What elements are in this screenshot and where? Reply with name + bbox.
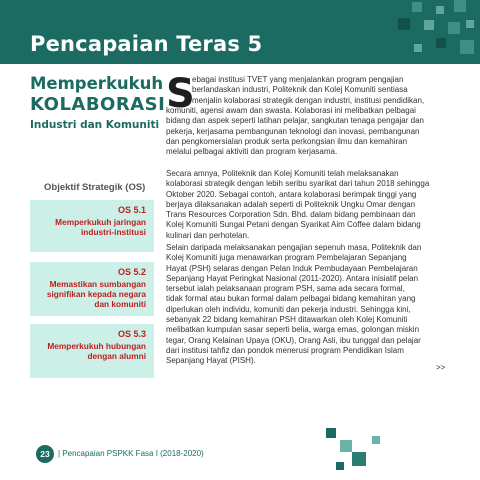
objective-box-os52	[30, 262, 154, 316]
drop-cap: S	[166, 71, 195, 117]
text-line: kolaborasi strategik dengan lebih seribu syarikat dari tahun 2018 sehingga	[166, 179, 430, 189]
section-heading-line1: Memperkukuh	[30, 74, 164, 93]
footer-caption: | Pencapaian PSPKK Fasa I (2018-2020)	[58, 449, 204, 458]
decorative-pixel	[352, 452, 366, 466]
objective-text-line: Memastikan sumbangan	[49, 279, 146, 289]
text-line: Hayat (PSH) selaras dengan Pelan Induk Pembudayaan Pembelajaran	[166, 263, 418, 273]
text-line: tegar, Orang Kelainan Upaya (OKU), Orang Asli, ibu tunggal dan pelajar	[166, 335, 421, 345]
decorative-pixel	[414, 44, 422, 52]
text-line: kulinari dan perhotelan.	[166, 230, 250, 240]
objective-code: OS 5.3	[117, 329, 146, 339]
paragraph-1-intro	[192, 75, 447, 106]
text-line: bidang dan aspek seperti latihan pelajar, sangkutan tenaga pengajar dan	[166, 116, 424, 126]
text-line: melalui pelbagai aktiviti dan program kerjasama.	[166, 147, 338, 157]
text-line: sebanyak 22 bidang kemahiran PSH ditawarkan oleh Kolej Komuniti	[166, 315, 408, 325]
decorative-pixel	[454, 0, 466, 12]
text-line: tidak formal atau bukan formal dalam pelbagai bidang kemahiran yang	[166, 294, 416, 304]
decorative-pixel	[436, 6, 444, 14]
decorative-pixel	[460, 40, 474, 54]
decorative-pixel	[412, 2, 422, 12]
decorative-pixel	[336, 462, 344, 470]
objective-text-line: signifikan kepada negara	[46, 289, 146, 299]
text-line: ebagai institusi TVET yang menjalankan program pengajian	[192, 75, 404, 84]
objective-code: OS 5.1	[117, 205, 146, 215]
text-line: dari institusi tahfiz dan pondok menerusi program Pendidikan Islam	[166, 345, 404, 355]
objective-label: Objektif Strategik (OS)	[44, 182, 146, 193]
decorative-pixel	[340, 440, 352, 452]
page-title: Pencapaian Teras 5	[30, 32, 263, 56]
text-line: pekerja, kerjasama pembangunan teknologi dan inovasi, pembangunan	[166, 126, 420, 136]
decorative-pixel	[448, 22, 460, 34]
text-line: Trans Resources Corporation Sdn. Bhd. dalam bidang pembinaan dan	[166, 210, 416, 220]
text-line: Kolej Komuniti Sungai Petani dengan Syarikat Aim Coffee dalam bidang	[166, 220, 421, 230]
page-number: 23	[36, 445, 54, 463]
decorative-pixel	[466, 20, 474, 28]
header-banner	[0, 0, 480, 64]
text-line: dan pengkomersialan produk serta perkongsian ilmu dan kemahiran	[166, 136, 408, 146]
decorative-pixel	[398, 18, 410, 30]
objective-text-line: dengan alumni	[87, 351, 146, 361]
text-line: Secara amnya, Politeknik dan Kolej Komuniti telah melaksanakan	[166, 169, 399, 178]
text-line: diperlukan oleh individu, komuniti dan pekerja industri. Sehingga kini,	[166, 304, 411, 314]
objective-text-line: Memperkukuh jaringan	[55, 217, 146, 227]
text-line: Oktober 2020. Sebagai contoh, antara kolaborasi berimpak tinggi yang	[166, 189, 417, 199]
paragraph-2	[166, 169, 447, 241]
text-line: berjaya dilaksanakan adalah seperti di Politeknik Ungku Omar dengan	[166, 199, 416, 209]
objective-code: OS 5.2	[117, 267, 146, 277]
text-line: melibatkan kumpulan sasar seperti belia, warga emas, golongan miskin	[166, 325, 420, 335]
continue-arrows: >>	[436, 363, 446, 372]
objective-box-os53	[30, 324, 154, 378]
paragraph-1-rest	[166, 106, 447, 157]
decorative-pixel	[436, 38, 446, 48]
decorative-pixel	[424, 20, 434, 30]
objective-text-line: industri-institusi	[81, 227, 146, 237]
text-line: Sepanjang Hayat (PISH).	[166, 356, 256, 366]
paragraph-3	[166, 243, 447, 367]
text-line: Kolej Komuniti juga menawarkan program Pembelajaran Sepanjang	[166, 253, 407, 263]
objective-box-os51	[30, 200, 154, 252]
decorative-pixel	[372, 436, 380, 444]
section-heading-line2: KOLABORASI	[30, 94, 166, 115]
text-line: berlandaskan industri, Politeknik dan Kolej Komuniti sentiasa	[192, 85, 408, 95]
text-line: Selain daripada melaksanakan pengajian sepenuh masa, Politeknik dan	[166, 243, 422, 252]
text-line: tersebut ialah pelaksanaan program PSH, sama ada secara formal,	[166, 284, 405, 294]
section-subheading: Industri dan Komuniti	[30, 119, 160, 131]
objective-text-line: dan komuniti	[94, 299, 146, 309]
objective-text-line: Memperkukuh hubungan	[47, 341, 146, 351]
decorative-pixel	[326, 428, 336, 438]
text-line: menjalin kolaborasi strategik dengan industri, institusi pendidikan,	[192, 95, 425, 105]
text-line: Sepanjang Hayat Peringkat Nasional (2011-2020). Antara inisiatif pelan	[166, 273, 419, 283]
text-line: komuniti, agensi awam dan swasta. Kolaborasi ini melibatkan pelbagai	[166, 106, 416, 115]
